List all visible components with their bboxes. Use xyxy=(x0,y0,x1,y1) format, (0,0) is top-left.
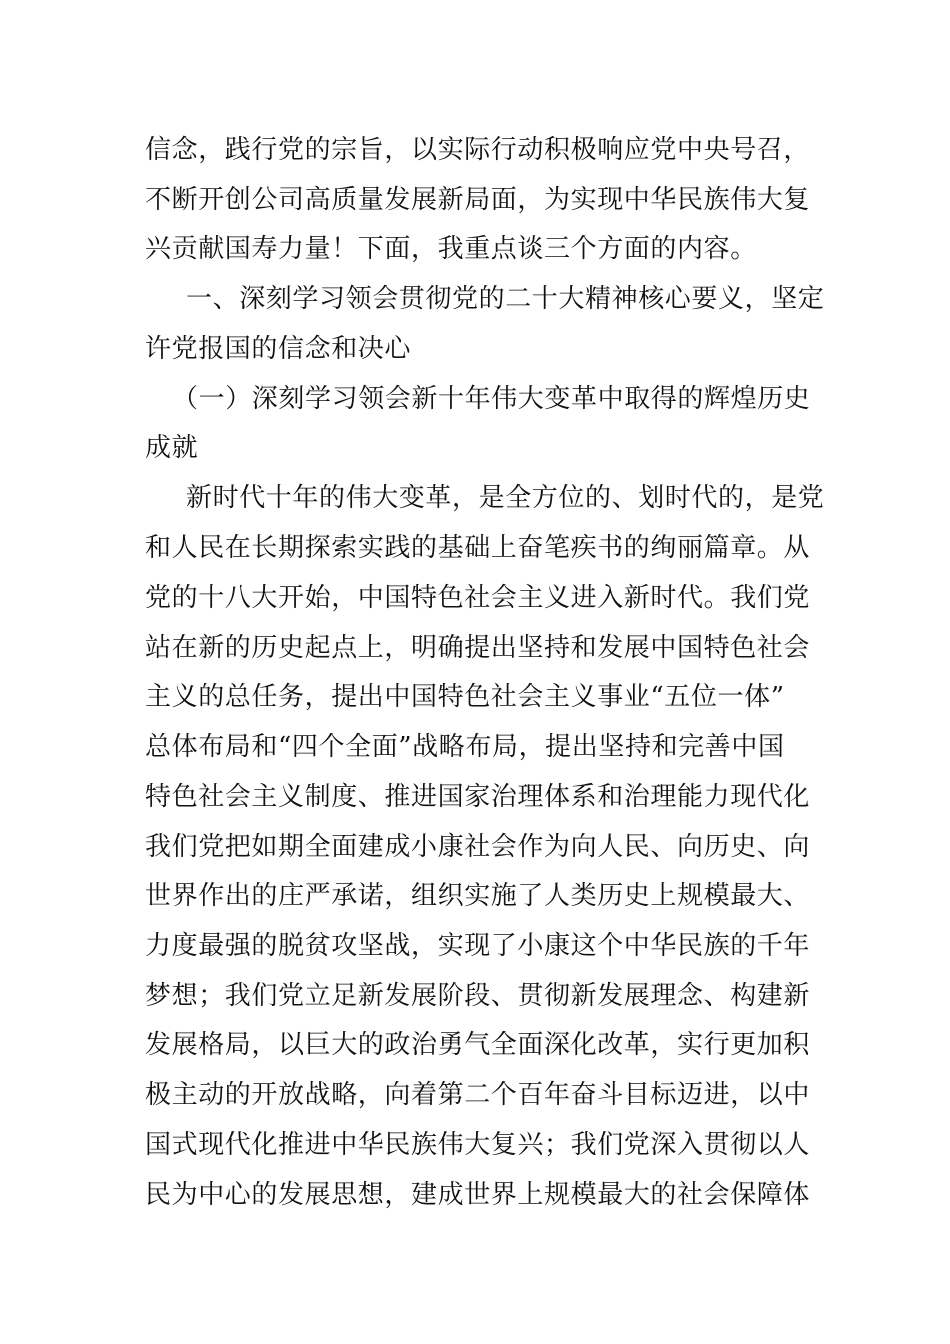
paragraph-line: 梦想；我们党立足新发展阶段、贯彻新发展理念、构建新 xyxy=(145,981,811,1011)
paragraph-line: 总体布局和“四个全面”战略布局，提出坚持和完善中国 xyxy=(145,732,785,762)
subsection-heading: （一）深刻学习领会新十年伟大变革中取得的辉煌历史 xyxy=(172,384,811,414)
text-line: 信念，践行党的宗旨，以实际行动积极响应党中央号召， xyxy=(145,135,811,165)
paragraph-line: 站在新的历史起点上，明确提出坚持和发展中国特色社会 xyxy=(145,633,811,663)
paragraph-line: 党的十八大开始，中国特色社会主义进入新时代。我们党 xyxy=(145,583,811,613)
paragraph-line: 民为中心的发展思想，建成世界上规模最大的社会保障体 xyxy=(145,1180,811,1210)
paragraph-line: 我们党把如期全面建成小康社会作为向人民、向历史、向 xyxy=(145,832,811,862)
text-line: 不断开创公司高质量发展新局面，为实现中华民族伟大复 xyxy=(145,185,811,215)
paragraph-line: 力度最强的脱贫攻坚战，实现了小康这个中华民族的千年 xyxy=(145,931,811,961)
paragraph-line: 世界作出的庄严承诺，组织实施了人类历史上规模最大、 xyxy=(145,881,811,911)
section-heading: 一、深刻学习领会贯彻党的二十大精神核心要义，坚定 xyxy=(186,284,825,314)
section-heading-cont: 许党报国的信念和决心 xyxy=(145,334,412,364)
paragraph-line: 极主动的开放战略，向着第二个百年奋斗目标迈进，以中 xyxy=(145,1080,811,1110)
paragraph-line: 发展格局，以巨大的政治勇气全面深化改革，实行更加积 xyxy=(145,1030,811,1060)
paragraph-line: 主义的总任务，提出中国特色社会主义事业“五位一体” xyxy=(145,682,785,712)
subsection-heading-cont: 成就 xyxy=(145,433,199,463)
paragraph-line: 新时代十年的伟大变革，是全方位的、划时代的，是党 xyxy=(186,483,825,513)
paragraph-line: 国式现代化推进中华民族伟大复兴；我们党深入贯彻以人 xyxy=(145,1130,811,1160)
paragraph-line: 特色社会主义制度、推进国家治理体系和治理能力现代化 xyxy=(145,782,811,812)
text-line: 兴贡献国寿力量！下面，我重点谈三个方面的内容。 xyxy=(145,234,757,264)
paragraph-line: 和人民在长期探索实践的基础上奋笔疾书的绚丽篇章。从 xyxy=(145,533,811,563)
